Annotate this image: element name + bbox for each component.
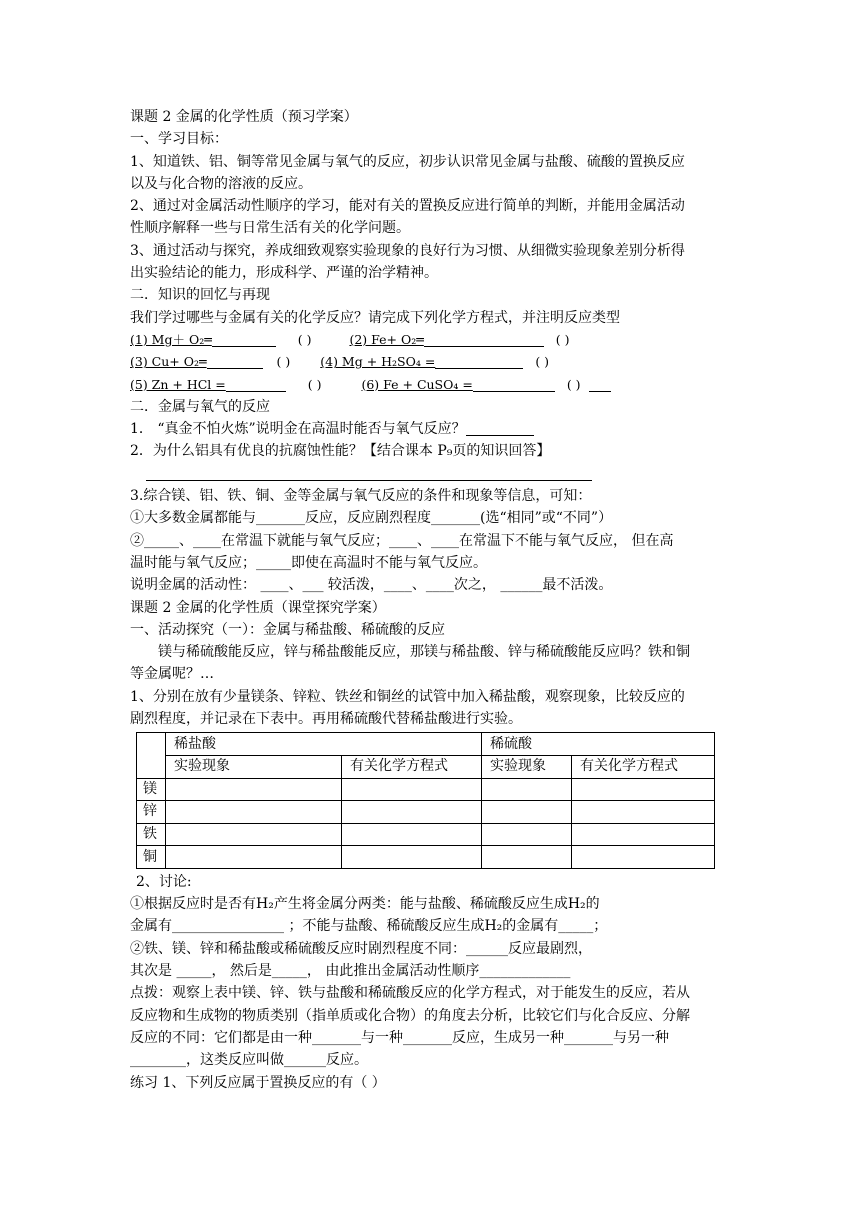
col-header-hcl: 稀盐酸 [166,733,482,756]
table-cell[interactable] [482,823,572,846]
type-paren: ( ) [535,354,550,370]
row-label: 铜 [137,846,166,869]
lesson-title: 课题 2 金属的化学性质（预习学案） [130,109,358,125]
type-paren: ( ) [566,376,581,392]
corner-cell [137,733,166,778]
question-text: 1． “真金不怕火炼”说明金在高温时能否与氧气反应？ [130,421,466,438]
conclusion-line: 说明金属的活动性： ____、___ 较活泼，____、____次之， ______最不活泼。 [130,577,613,594]
table-cell[interactable] [572,846,715,869]
answer-blank[interactable] [212,332,276,347]
table-cell[interactable] [166,801,342,824]
col-header-phenomenon: 实验现象 [166,755,342,778]
table-row [137,801,715,824]
paragraph-line: 剧烈程度，并记录在下表中。再用稀硫酸代替稀盐酸进行实验。 [130,711,522,728]
answer-blank[interactable] [473,377,555,392]
answer-blank[interactable] [226,377,286,392]
answer-blank[interactable] [466,421,534,436]
reaction-4: (4) Mg + H₂SO₄ = [320,354,436,370]
goal-line: 性顺序解释一些与日常生活有关的化学问题。 [130,220,410,237]
question-2: 2．为什么铝具有优良的抗腐蚀性能？【结合课本 P₉页的知识回答】 [130,443,551,460]
reaction-5: (5) Zn + HCl = [130,376,226,392]
table-cell[interactable] [342,846,482,869]
paragraph-line: 等金属呢？… [130,666,214,683]
section-title: 一、学习目标： [130,131,228,148]
section-title: 2、讨论: [136,873,192,890]
table-row [137,778,715,801]
reaction-1: (1) Mg＋ O₂═ [130,331,212,347]
answer-blank[interactable] [435,354,523,369]
type-paren: ( ) [307,376,322,392]
answer-blank[interactable] [207,354,263,369]
reaction-3: (3) Cu+ O₂═ [130,354,207,370]
table-cell[interactable] [342,778,482,801]
question-3: 3.综合镁、铝、铁、铜、金等金属与氧气反应的条件和现象等信息，可知： [130,488,592,505]
discussion-line: ②铁、镁、锌和稀盐酸或稀硫酸反应时剧烈程度不同：______反应最剧烈， [130,940,592,957]
table-cell[interactable] [572,801,715,824]
answer-blank[interactable] [146,466,592,481]
table-cell[interactable] [482,846,572,869]
paragraph-line: 镁与稀硫酸能反应，锌与稀盐酸能反应，那镁与稀盐酸、锌与稀硫酸能反应吗？铁和铜 [158,644,690,661]
worksheet [130,106,730,1094]
reaction-row [130,329,730,351]
conclusion-line: 温时能与氧气反应；_____即使在高温时不能与氧气反应。 [130,554,487,571]
paragraph-line: 1、分别在放有少量镁条、锌粒、铁丝和铜丝的试管中加入稀盐酸，观察现象，比较反应的 [130,688,685,705]
table-row [137,823,715,846]
table-cell[interactable] [572,823,715,846]
tip-line: 反应物和生成物的物质类别（指单质或化合物）的角度去分析，比较它们与化合反应、分解 [130,1007,690,1024]
discussion-line: 金属有________________ ；不能与盐酸、稀硫酸反应生成H₂的金属有_____； [130,918,608,935]
section-title: 一、活动探究（一）：金属与稀盐酸、稀硫酸的反应 [130,621,445,638]
type-paren: ( ) [555,331,570,347]
type-paren: ( ) [276,354,291,370]
row-label: 镁 [137,778,166,801]
table-cell[interactable] [482,801,572,824]
col-header-equation: 有关化学方程式 [572,755,715,778]
table-cell[interactable] [342,801,482,824]
type-paren: ( ) [297,331,312,347]
discussion-line: 其次是 _____， 然后是_____， 由此推出金属活动性顺序_____________ [130,963,571,980]
col-header-phenomenon: 实验现象 [482,755,572,778]
exercise-line: 练习 1、下列反应属于置换反应的有（ ） [130,1074,386,1091]
tip-line: 反应的不同：它们都是由一种_______与一种_______反应，生成另一种_______与另一种 [130,1029,669,1046]
discussion-line: ①根据反应时是否有H₂产生将金属分两类：能与盐酸、稀硫酸反应生成H₂的 [130,896,600,913]
goal-line: 3、通过活动与探究，养成细致观察实验现象的良好行为习惯、从细微实验现象差别分析得 [130,242,685,259]
lesson-title-2: 课题 2 金属的化学性质（课堂探究学案） [130,599,386,616]
answer-blank[interactable] [589,377,611,392]
question-1 [130,418,730,440]
goal-line: 以及与化合物的溶液的反应。 [130,175,312,192]
section-title: 二．金属与氧气的反应 [130,398,270,415]
goal-line: 1、知道铁、铝、铜等常见金属与氧气的反应，初步认识常见金属与盐酸、硫酸的置换反应 [130,153,685,170]
table-cell[interactable] [572,778,715,801]
table-row [137,846,715,869]
reaction-row [130,351,730,373]
table-cell[interactable] [166,823,342,846]
col-header-h2so4: 稀硫酸 [482,733,715,756]
table-subheader-row [137,755,715,778]
reaction-2: (2) Fe+ O₂═ [349,331,424,347]
table-cell[interactable] [166,778,342,801]
goal-line: 2、通过对金属活动性顺序的学习，能对有关的置换反应进行简单的判断，并能用金属活动 [130,198,685,215]
table-cell[interactable] [166,846,342,869]
goal-line: 出实验结论的能力，形成科学、严谨的治学精神。 [130,265,438,282]
table-cell[interactable] [482,778,572,801]
table-cell[interactable] [342,823,482,846]
answer-line-row [130,463,730,485]
row-label: 锌 [137,801,166,824]
col-header-equation: 有关化学方程式 [342,755,482,778]
row-label: 铁 [137,823,166,846]
table-header-row [137,733,715,756]
section-title: 二．知识的回忆与再现 [130,287,270,304]
experiment-table [136,732,715,869]
tip-line: ________，这类反应叫做______反应。 [130,1052,368,1069]
intro-text: 我们学过哪些与金属有关的化学反应？请完成下列化学方程式，并注明反应类型 [130,309,620,326]
reaction-row [130,374,730,396]
reaction-6: (6) Fe + CuSO₄ = [361,376,473,392]
conclusion-line: ①大多数金属都能与_______反应，反应剧烈程度_______(选“相同”或“不同”） [130,510,613,527]
answer-blank[interactable] [424,332,544,347]
tip-line: 点拨：观察上表中镁、锌、铁与盐酸和稀硫酸反应的化学方程式，对于能发生的反应，若从 [130,985,690,1002]
conclusion-line: ②_____、____在常温下就能与氧气反应；____、____在常温下不能与氧气反应， 但在高 [130,532,674,549]
